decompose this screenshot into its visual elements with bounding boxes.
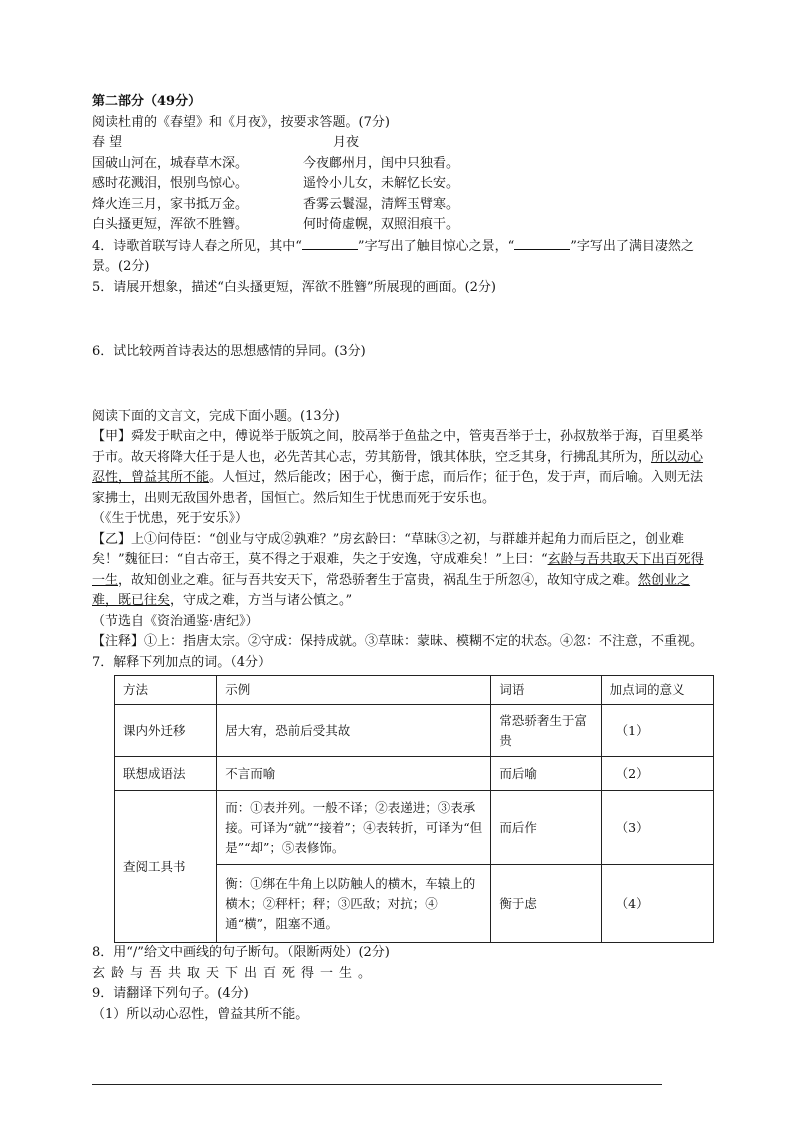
answer-space[interactable] bbox=[92, 363, 714, 407]
table-cell-method: 查阅工具书 bbox=[115, 791, 217, 943]
part-title: 第二部分（49分） bbox=[92, 94, 202, 109]
passage-text: 【甲】舜发于畎亩之中，傅说举于版筑之间，胶鬲举于鱼盐之中，管夷吾举于士，孙叔敖举于海，百里奚举于市。故天将降大任于是人也，必先苦其心志，劳其筋骨，饿其体肤，空乏其身，行拂乱其所为， bbox=[92, 429, 704, 465]
question-7: 7．解释下列加点的词。（4分） bbox=[92, 654, 272, 670]
answer-blank[interactable] bbox=[514, 236, 570, 250]
table-cell-answer[interactable]: （3） bbox=[601, 791, 713, 865]
underlined-sentence: 然创业之难，既已往矣 bbox=[92, 572, 691, 608]
underlined-sentence: 玄龄与吾共取天下出百死得一生 bbox=[92, 552, 704, 588]
q4-text: ”字写出了满目凄然之景。(2分) bbox=[92, 238, 694, 274]
table-cell-answer[interactable]: （4） bbox=[601, 865, 713, 943]
poem-line: 白头搔更短，浑欲不胜簪。 bbox=[92, 217, 249, 232]
underlined-sentence: 所以动心忍性，曾益其所不能 bbox=[92, 449, 704, 485]
question-8: 8．用“/”给文中画线的句子断句。（限断两处）(2分) bbox=[92, 945, 390, 960]
poem-row bbox=[92, 174, 714, 195]
answer-space[interactable] bbox=[92, 298, 714, 342]
passage-jia-source: （《生于忧患，死于安乐》） bbox=[92, 511, 249, 526]
table-cell-word: 而后喻 bbox=[491, 757, 601, 791]
passage-text: 【乙】上①问侍臣：“创业与守成②孰难？”房玄龄曰：“草昧③之初，与群雄并起角力而后臣之，创业难矣！”魏征曰：“自古帝王，莫不得之于艰难，失之于安逸，守成难矣！”上曰：“ bbox=[92, 531, 684, 567]
table-cell-word: 常恐骄奢生于富贵 bbox=[491, 705, 601, 757]
answer-blank[interactable] bbox=[302, 236, 358, 250]
passage-jia bbox=[92, 427, 714, 509]
passage-yi bbox=[92, 530, 714, 612]
answer-line[interactable] bbox=[92, 1084, 662, 1085]
poem-row bbox=[92, 215, 714, 236]
poem-line: 烽火连三月，家书抵万金。 bbox=[92, 196, 249, 212]
table-header-row bbox=[115, 676, 714, 705]
table-cell-word: 而后作 bbox=[491, 791, 601, 865]
passage-text: ，守成之难，方当与诸公慎之。” bbox=[170, 593, 353, 608]
passage-yi-source: （节选自《资治通鉴·唐纪》） bbox=[92, 613, 259, 629]
q4-text: ”字写出了触目惊心之景，“ bbox=[357, 238, 515, 254]
table-cell-example: 而：①表并列。一般不译；②表递进；③表承接。可译为“就”“接着”；④表转折，可译为“但是”“却”；⑤表修饰。 bbox=[217, 791, 491, 865]
poem-line: 感时花溅泪，恨别鸟惊心。 bbox=[92, 176, 249, 191]
table-header: 示例 bbox=[217, 676, 491, 705]
question-5: 5．请展开想象，描述“白头搔更短，浑欲不胜簪”所展现的画面。(2分) bbox=[92, 279, 496, 295]
poem-line: 香雾云鬟湿，清辉玉臂寒。 bbox=[303, 196, 460, 212]
question-4 bbox=[92, 236, 714, 278]
q8-sentence: 玄龄与吾共取天下出百死得一生。 bbox=[92, 965, 378, 981]
poem-line: 遥怜小儿女，未解忆长安。 bbox=[303, 176, 460, 191]
poem-titles bbox=[92, 133, 714, 154]
poem-title-yueye: 月夜 bbox=[333, 135, 360, 150]
table-cell-example: 居大宥，恐前后受其故 bbox=[217, 705, 491, 757]
table-cell-method: 课内外迁移 bbox=[115, 705, 217, 757]
q4-text: 4．诗歌首联写诗人春之所见，其中“ bbox=[92, 238, 302, 254]
poem-row bbox=[92, 154, 714, 175]
vocab-table bbox=[114, 675, 714, 943]
table-row bbox=[115, 791, 714, 865]
table-cell-example: 衡：①绑在牛角上以防触人的横木，车辕上的横木；②秤杆；秤；③匹敌；对抗；④通“横”，阻塞不通。 bbox=[217, 865, 491, 943]
passage-text: 。人恒过，然后能改；困于心，衡于虑，而后作；征于色，发于声，而后喻。入则无法家拂士，出则无敌国外患者，国恒亡。然后知生于忧患而死于安乐也。 bbox=[92, 470, 704, 506]
poem-intro: 阅读杜甫的《春望》和《月夜》，按要求答题。(7分) bbox=[92, 114, 390, 130]
passage-text: ，故知创业之难。征与吾共安天下，常恐骄奢生于富贵，祸乱生于所忽④，故知守成之难。 bbox=[118, 572, 639, 588]
annotation: 【注释】①上：指唐太宗。②守成：保持成就。③草昧：蒙昧、模糊不定的状态。④忽：不注意，不重视。 bbox=[92, 634, 704, 649]
table-header: 加点词的意义 bbox=[601, 676, 713, 705]
table-header: 方法 bbox=[115, 676, 217, 705]
table-cell-answer[interactable]: （1） bbox=[601, 705, 713, 757]
exam-page bbox=[92, 92, 714, 1025]
poem-row bbox=[92, 195, 714, 216]
q9-item-1: （1）所以动心忍性，曾益其所不能。 bbox=[92, 1006, 309, 1022]
question-6: 6．试比较两首诗表达的思想感情的异同。(3分) bbox=[92, 344, 366, 359]
prose-intro: 阅读下面的文言文，完成下面小题。(13分) bbox=[92, 408, 340, 424]
poem-line: 国破山河在，城春草木深。 bbox=[92, 155, 249, 171]
table-cell-word: 衡于虑 bbox=[491, 865, 601, 943]
table-row bbox=[115, 705, 714, 757]
poem-line: 何时倚虚幌，双照泪痕干。 bbox=[303, 217, 460, 232]
poem-title-chunwang: 春 望 bbox=[92, 135, 123, 150]
table-header: 词语 bbox=[491, 676, 601, 705]
table-cell-method: 联想成语法 bbox=[115, 757, 217, 791]
table-cell-example: 不言而喻 bbox=[217, 757, 491, 791]
question-9: 9．请翻译下列句子。(4分) bbox=[92, 986, 249, 1001]
poem-line: 今夜鄜州月，闺中只独看。 bbox=[303, 155, 460, 171]
table-row bbox=[115, 757, 714, 791]
table-cell-answer[interactable]: （2） bbox=[601, 757, 713, 791]
